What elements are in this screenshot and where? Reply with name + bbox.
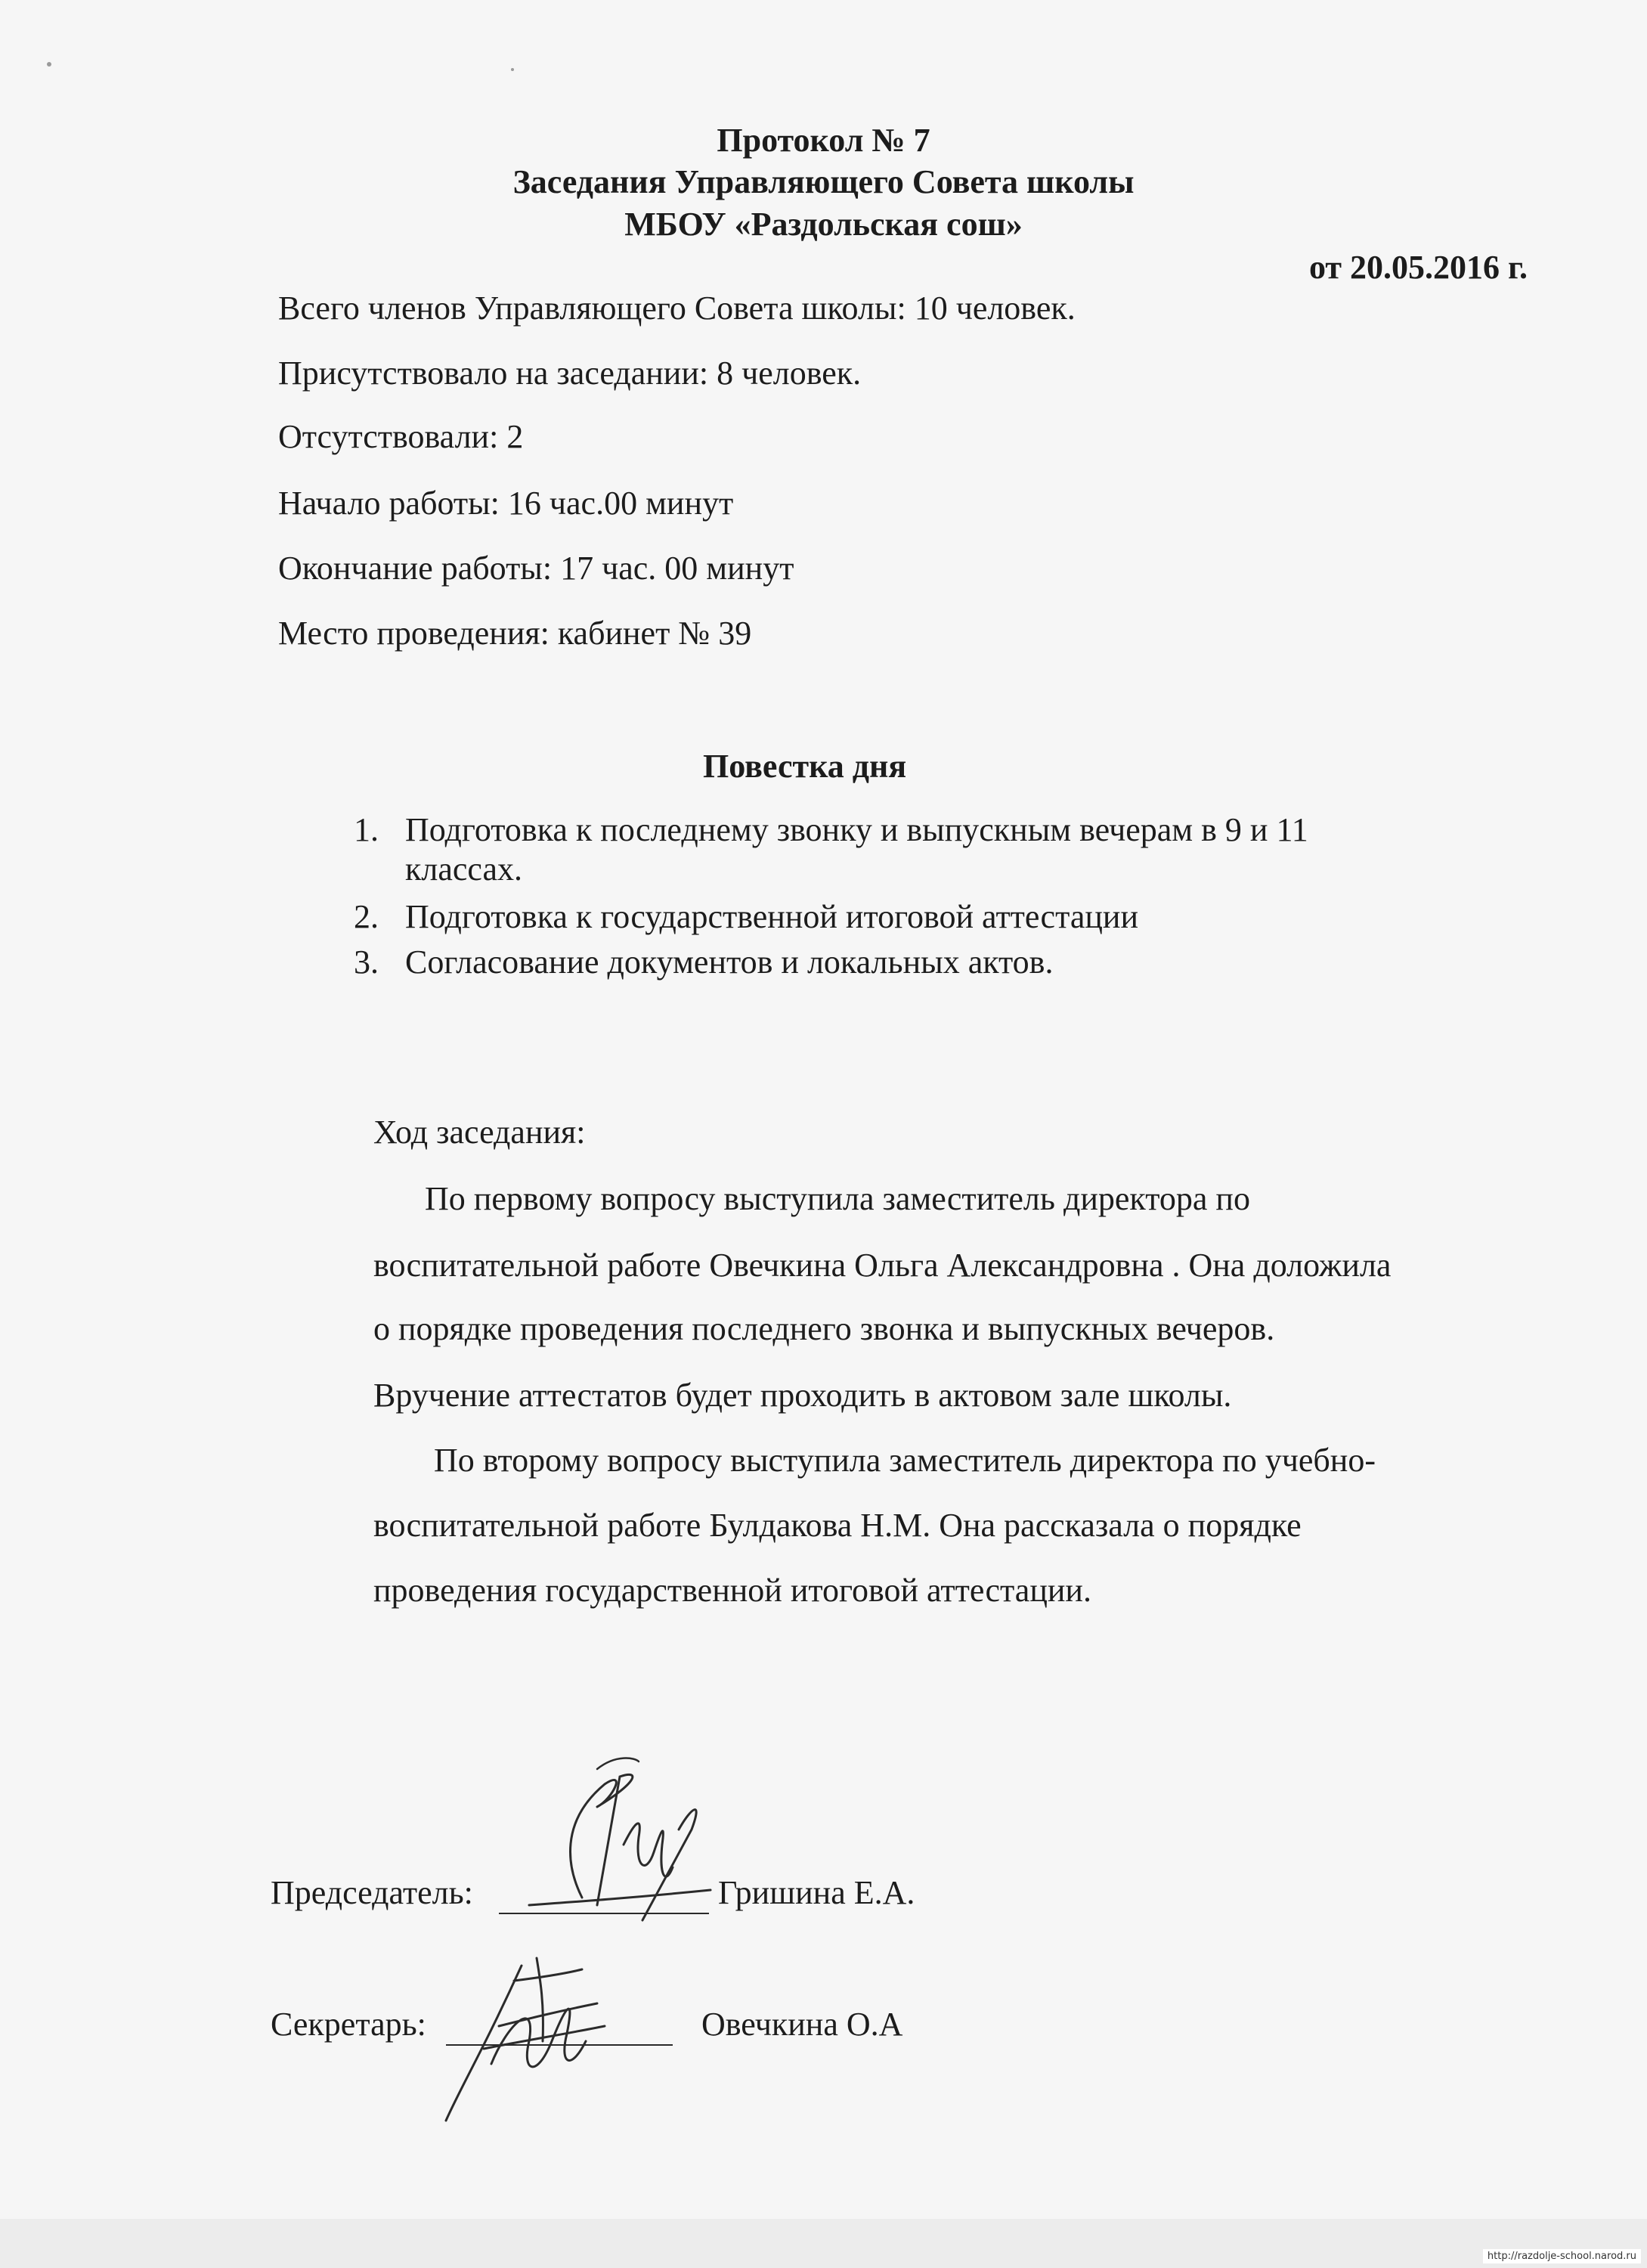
scan-margin: [0, 2219, 1647, 2268]
start-time: Начало работы: 16 час.00 минут: [278, 485, 734, 522]
proceedings-line-4: Вручение аттестатов будет проходить в актовом зале школы.: [373, 1377, 1232, 1414]
secretary-name: Овечкина О.А: [701, 2006, 903, 2043]
school-title: МБОУ «Раздольская сош»: [624, 206, 1023, 243]
agenda-item-3-number: 3.: [354, 943, 379, 981]
proceedings-line-7: проведения государственной итоговой аттестации.: [373, 1572, 1091, 1609]
agenda-item-2-number: 2.: [354, 898, 379, 935]
end-time: Окончание работы: 17 час. 00 минут: [278, 550, 794, 587]
scan-speck: [511, 68, 514, 71]
footer-url: http://razdolje-school.narod.ru: [1483, 2249, 1641, 2263]
proceedings-line-5: По второму вопросу выступила заместитель директора по учебно-: [434, 1442, 1376, 1479]
scan-speck: [47, 62, 51, 67]
council-title: Заседания Управляющего Совета школы: [512, 163, 1135, 200]
absent-count: Отсутствовали: 2: [278, 418, 524, 455]
agenda-item-2-line-1: Подготовка к государственной итоговой аттестации: [405, 898, 1138, 935]
agenda-item-1-line-1: Подготовка к последнему звонку и выпускным вечерам в 9 и 11: [405, 811, 1308, 848]
agenda-title: Повестка дня: [703, 748, 907, 785]
meeting-place: Место проведения: кабинет № 39: [278, 615, 752, 652]
proceedings-line-3: о порядке проведения последнего звонка и выпускных вечеров.: [373, 1310, 1275, 1347]
total-members: Всего членов Управляющего Совета школы: 10 человек.: [278, 290, 1076, 327]
present-count: Присутствовало на заседании: 8 человек.: [278, 355, 862, 392]
chair-signature: [484, 1754, 741, 1935]
proceedings-line-2: воспитательной работе Овечкина Ольга Александровна . Она доложила: [373, 1247, 1392, 1284]
protocol-date: от 20.05.2016 г.: [1308, 249, 1528, 286]
proceedings-line-6: воспитательной работе Булдакова Н.М. Она рассказала о порядке: [373, 1507, 1302, 1544]
agenda-item-3-line-1: Согласование документов и локальных актов.: [405, 943, 1054, 981]
proceedings-title: Ход заседания:: [373, 1114, 586, 1151]
protocol-title: Протокол № 7: [717, 122, 930, 159]
chair-name: Гришина Е.А.: [718, 1874, 915, 1911]
agenda-item-1-number: 1.: [354, 811, 379, 848]
proceedings-line-1: По первому вопросу выступила заместитель директора по: [425, 1180, 1250, 1217]
secretary-label: Секретарь:: [271, 2006, 426, 2043]
secretary-signature: [423, 1935, 620, 2132]
agenda-item-1-line-2: классах.: [405, 850, 522, 888]
chair-label: Председатель:: [271, 1874, 473, 1911]
